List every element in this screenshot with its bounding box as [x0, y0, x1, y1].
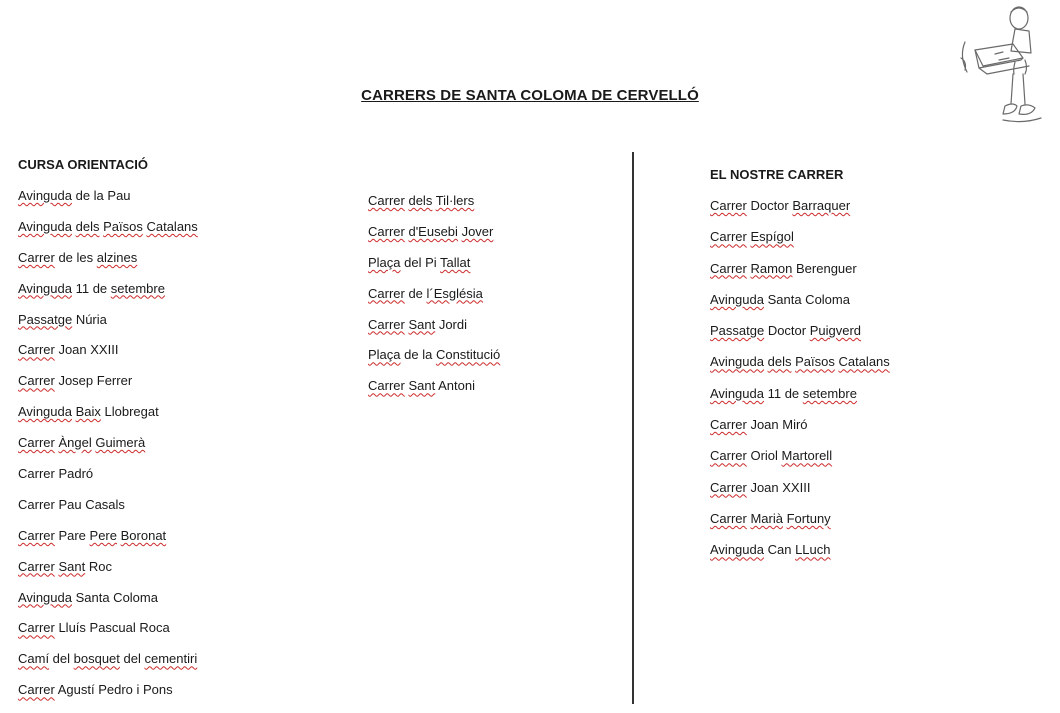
nostre-heading: EL NOSTRE CARRER — [710, 167, 844, 182]
spellcheck-word: Carrer — [710, 448, 747, 464]
street-item — [368, 347, 500, 362]
spellcheck-word: Camí — [18, 651, 50, 667]
street-text: Santa Coloma — [763, 291, 850, 307]
spellcheck-word: setembre — [110, 280, 165, 296]
street-text: del — [119, 651, 145, 667]
spellcheck-word: Avinguda — [710, 354, 764, 370]
street-text: Joan Miró — [746, 417, 808, 433]
spellcheck-word: Passatge — [18, 311, 73, 327]
street-text: Núria — [72, 311, 107, 327]
street-text: Roc — [85, 558, 112, 574]
street-text: de la Pau — [71, 188, 131, 203]
spellcheck-word: Fortuny — [786, 510, 831, 526]
street-item — [18, 559, 198, 574]
spellcheck-word: Carrer — [710, 510, 747, 526]
spellcheck-word: Sant — [408, 316, 436, 332]
street-text: Oriol — [746, 448, 782, 464]
street-item — [18, 590, 198, 605]
street-text: Llobregat — [100, 404, 159, 420]
spellcheck-word: Carrer — [368, 223, 405, 239]
street-text: Carrer Padró — [18, 466, 94, 482]
street-text: Josep Ferrer — [54, 373, 133, 389]
street-item — [710, 229, 890, 244]
street-item — [368, 286, 500, 301]
spellcheck-word: Boronat — [120, 527, 167, 543]
street-item — [710, 386, 890, 401]
spellcheck-word: Carrer — [18, 435, 55, 451]
spellcheck-word: Carrer — [18, 682, 55, 698]
street-text: Antoni — [435, 378, 475, 394]
column-divider — [632, 152, 634, 704]
cursa-list-col2 — [368, 193, 500, 409]
street-item — [710, 323, 890, 338]
spellcheck-word: Avinguda — [18, 280, 72, 296]
spellcheck-word: LLuch — [795, 542, 831, 558]
street-item — [710, 448, 890, 463]
spellcheck-word: Carrer — [368, 378, 405, 394]
spellcheck-word: Avinguda — [18, 188, 72, 203]
spellcheck-word: d'Eusebi — [408, 223, 458, 239]
spellcheck-word: Tallat — [440, 254, 471, 270]
street-item — [368, 317, 500, 332]
spellcheck-word: Carrer — [18, 373, 55, 389]
page-title: CARRERS DE SANTA COLOMA DE CERVELLÓ — [361, 87, 699, 104]
spellcheck-word: Carrer — [18, 620, 55, 636]
spellcheck-word: l´Església — [426, 285, 483, 301]
spellcheck-word: Jover — [461, 223, 494, 239]
street-text: de — [404, 285, 427, 301]
street-item — [18, 404, 198, 419]
street-text: Lluís Pascual Roca — [54, 620, 170, 636]
street-text: 11 de — [763, 385, 803, 401]
street-item — [368, 193, 500, 208]
street-item — [18, 250, 198, 265]
street-item — [710, 354, 890, 369]
street-text: del — [49, 651, 74, 667]
street-item — [710, 292, 890, 307]
spellcheck-word: Avinguda — [18, 218, 72, 234]
street-text: de les — [54, 249, 97, 265]
street-item — [18, 312, 198, 327]
street-item — [710, 511, 890, 526]
spellcheck-word: Martorell — [781, 448, 833, 464]
spellcheck-word: Baix — [75, 404, 101, 420]
spellcheck-word: Catalans — [146, 218, 198, 234]
spellcheck-word: dels — [767, 354, 792, 370]
street-item — [18, 620, 198, 635]
street-item — [710, 261, 890, 276]
spellcheck-word: Avinguda — [18, 589, 72, 605]
street-item — [368, 378, 500, 393]
spellcheck-word: Carrer — [710, 198, 747, 213]
street-item — [18, 188, 198, 203]
street-item — [18, 651, 198, 666]
street-text: de la — [400, 347, 436, 363]
street-text: Agustí Pedro i Pons — [54, 682, 173, 698]
spellcheck-word: Carrer — [18, 558, 55, 574]
street-text: Doctor — [746, 198, 793, 213]
spellcheck-word: Espígol — [750, 229, 794, 245]
spellcheck-word: Carrer — [18, 249, 55, 265]
street-text: Santa Coloma — [71, 589, 158, 605]
street-item — [710, 542, 890, 557]
street-text: Joan XXIII — [746, 479, 811, 495]
spellcheck-word: Carrer — [18, 527, 55, 543]
spellcheck-word: setembre — [802, 385, 857, 401]
street-text: Carrer Pau Casals — [18, 496, 125, 512]
spellcheck-word: Sant — [58, 558, 86, 574]
spellcheck-word: Avinguda — [710, 291, 764, 307]
spellcheck-word: Carrer — [710, 479, 747, 495]
spellcheck-word: Països — [103, 218, 143, 234]
street-item — [18, 281, 198, 296]
spellcheck-word: Avinguda — [18, 404, 72, 420]
spellcheck-word: bosquet — [73, 651, 120, 667]
cursa-list-col1 — [18, 188, 198, 713]
spellcheck-word: Puigverd — [809, 323, 862, 339]
nostre-list — [710, 198, 890, 574]
street-text: Jordi — [435, 316, 468, 332]
spellcheck-word: Plaça — [368, 254, 401, 270]
street-item — [18, 219, 198, 234]
spellcheck-word: Til·lers — [435, 193, 475, 208]
spellcheck-word: dels — [75, 218, 100, 234]
spellcheck-word: Carrer — [368, 193, 405, 208]
cursa-heading: CURSA ORIENTACIÓ — [18, 157, 148, 172]
spellcheck-word: Àngel — [58, 435, 92, 451]
street-text: Doctor — [764, 323, 810, 339]
spellcheck-word: Sant — [408, 378, 436, 394]
street-item — [710, 417, 890, 432]
spellcheck-word: Avinguda — [710, 385, 764, 401]
spellcheck-word: Ramon — [750, 260, 793, 276]
street-text: Pare — [54, 527, 90, 543]
spellcheck-word: Constitució — [435, 347, 501, 363]
street-item — [18, 435, 198, 450]
spellcheck-word: Carrer — [710, 260, 747, 276]
spellcheck-word: Carrer — [368, 285, 405, 301]
spellcheck-word: Pere — [89, 527, 117, 543]
street-text: 11 de — [71, 280, 111, 296]
spellcheck-word: Plaça — [368, 347, 401, 363]
spellcheck-word: dels — [408, 193, 433, 208]
street-item — [710, 480, 890, 495]
street-item — [18, 528, 198, 543]
street-item — [18, 497, 198, 512]
street-item — [18, 466, 198, 481]
spellcheck-word: Carrer — [710, 229, 747, 245]
spellcheck-word: Carrer — [710, 417, 747, 433]
street-text: Joan XXIII — [54, 342, 119, 358]
street-text: Can — [763, 542, 796, 558]
spellcheck-word: alzines — [96, 249, 138, 265]
spellcheck-word: Carrer — [368, 316, 405, 332]
spellcheck-word: Guimerà — [95, 435, 146, 451]
child-carrying-box-illustration — [955, 2, 1055, 134]
spellcheck-word: cementiri — [144, 651, 198, 667]
street-item — [18, 342, 198, 357]
spellcheck-word: Barraquer — [792, 198, 851, 213]
street-text: del Pi — [400, 254, 441, 270]
street-item — [710, 198, 890, 213]
spellcheck-word: Carrer — [18, 342, 55, 358]
street-text: Berenguer — [792, 260, 857, 276]
spellcheck-word: Avinguda — [710, 542, 764, 558]
street-item — [18, 682, 198, 697]
street-item — [368, 224, 500, 239]
spellcheck-word: Països — [795, 354, 835, 370]
spellcheck-word: Catalans — [838, 354, 890, 370]
spellcheck-word: Marià — [750, 510, 783, 526]
street-item — [368, 255, 500, 270]
spellcheck-word: Passatge — [710, 323, 765, 339]
street-item — [18, 373, 198, 388]
